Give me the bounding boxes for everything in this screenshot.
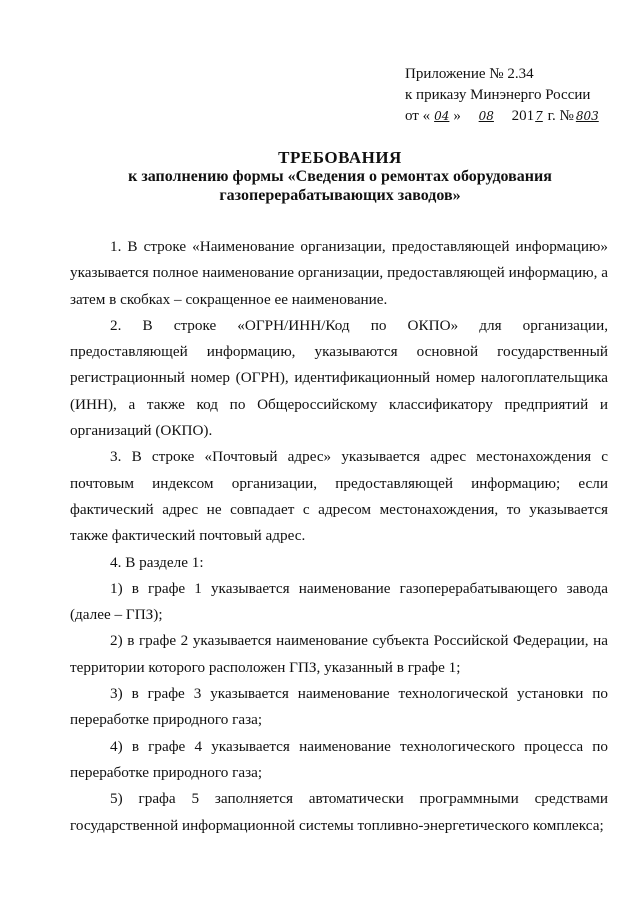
paragraph-4-3: 3) в графе 3 указывается наименование технологической установки по переработке природного газа; xyxy=(70,685,608,729)
paragraph-4-2: 2) в графе 2 указывается наименование субъекта Российской Федерации, на территории которого расположен ГПЗ, указанный в графе 1; xyxy=(70,632,608,676)
handwritten-order-number: 803 xyxy=(575,109,599,123)
document-body xyxy=(70,234,608,839)
appendix-block xyxy=(405,64,635,127)
appendix-date-mid: » xyxy=(453,108,461,124)
paragraph-1: 1. В строке «Наименование организации, предоставляющей информацию» указывается полное наименование организации, предоставляющей информацию, а затем в скобках – сокращенное ее наименование. xyxy=(70,238,608,308)
appendix-number-prefix: г. № xyxy=(547,108,574,124)
heading-line-3: газоперерабатывающих заводов» xyxy=(219,187,461,204)
handwritten-year-digit: 7 xyxy=(535,109,543,123)
appendix-year-prefix: 201 xyxy=(511,108,535,124)
paragraph-4-5: 5) графа 5 заполняется автоматически программными средствами государственной информационной системы топливно-энергетического комплекса; xyxy=(70,790,608,834)
paragraph-2: 2. В строке «ОГРН/ИНН/Код по ОКПО» для организации, предоставляющей информацию, указываются основной государственный регистрационный номер (ОГРН), идентификационный номер налогоплательщика (ИНН), а также код по Общероссийскому классификатору предприятий и организаций (ОКПО). xyxy=(70,316,608,440)
appendix-line-3 xyxy=(405,106,635,127)
paragraph-3: 3. В строке «Почтовый адрес» указывается адрес местонахождения с почтовым индексом организации, предоставляющей информацию; если фактический адрес не совпадает с адресом местонахождения, то указывается также фактический почтовый адрес. xyxy=(70,448,608,545)
heading-title: ТРЕБОВАНИЯ xyxy=(278,148,402,167)
paragraph-4-1: 1) в графе 1 указывается наименование газоперерабатывающего завода (далее – ГПЗ); xyxy=(70,579,608,624)
heading-line-2: к заполнению формы «Сведения о ремонтах оборудования xyxy=(128,168,552,185)
paragraph-4-4: 4) в графе 4 указывается наименование технологического процесса по переработке природного газа; xyxy=(70,737,608,781)
handwritten-day: 04 xyxy=(434,109,450,123)
appendix-date-prefix: от « xyxy=(405,108,431,124)
document-heading xyxy=(100,148,580,205)
appendix-line-1: Приложение № 2.34 xyxy=(405,66,534,82)
appendix-line-2: к приказу Минэнерго России xyxy=(405,87,591,103)
paragraph-4: 4. В разделе 1: xyxy=(110,553,204,571)
handwritten-month: 08 xyxy=(478,109,494,123)
